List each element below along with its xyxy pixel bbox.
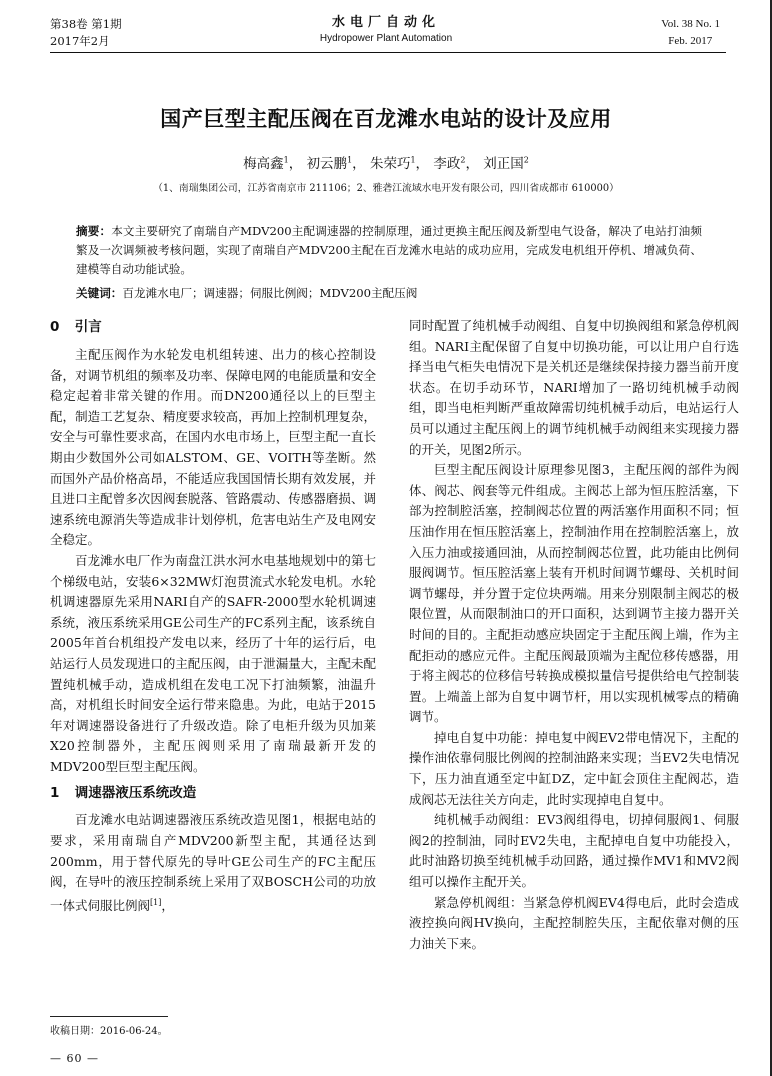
footnote-received-date: 收稿日期：2016-06-24。 [50, 1026, 168, 1037]
section-heading-intro [50, 317, 376, 337]
author-name: 朱荣巧 [369, 156, 411, 172]
author-affiliation-mark: 1 [347, 155, 353, 165]
author-name: 初云鹏 [306, 156, 348, 172]
author-affiliation-mark: 2 [460, 155, 466, 165]
keywords [76, 284, 702, 303]
header-volume-cn: 第38卷 第1期 [50, 17, 122, 31]
author-list: 梅高鑫$^1$， 初云鹏$^1$， 朱荣巧$^1$， 李政$^2$， 刘正国$^2$ [243, 155, 529, 172]
author-affiliation-mark: 1 [283, 155, 289, 165]
paragraph-text: 百龙滩水电站调速器液压系统改造见图1，根据电站的要求，采用南瑞自产MDV200新型主配，其通径达到200mm，用于替代原先的导叶GE公司生产的FC主配压阀，在导叶的液压控制系统上采用了双BOSCH公司的功放一体式伺服比例阀 [50, 812, 376, 913]
abstract-label: 摘要： [76, 224, 112, 238]
header-rule [50, 52, 726, 53]
paper-title: 国产巨型主配压阀在百龙滩水电站的设计及应用 [160, 107, 612, 131]
paragraph: 纯机械手动阀组：EV3阀组得电，切掉伺服阀1、伺服阀2的控制油，同时EV2失电，主配掉电自复中功能投入，此时油路切换至纯机械手动回路，通过操作MV1和MV2阀组可以操作主配开关。 [409, 812, 739, 890]
author-name: 梅高鑫 [243, 156, 284, 172]
section-heading-hydraulic [50, 783, 376, 803]
page-number: — 60 — [50, 1052, 99, 1065]
paragraph [50, 810, 376, 916]
header-right [661, 16, 720, 50]
abstract-text: 本文主要研究了南瑞自产MDV200主配调速器的控制原理，通过更换主配压阀及新型电气设备，解决了电站打油频繁及一次调频被考核问题，实现了南瑞自产MDV200主配在百龙滩水电站的成功应用，完成发电机组开停机、增减负荷、建模等自动功能试验。 [76, 224, 702, 276]
abstract [76, 222, 702, 279]
header-date-en: Feb. 2017 [668, 35, 713, 47]
header-journal [286, 14, 486, 46]
paragraph: 掉电自复中功能：掉电复中阀EV2带电情况下，主配的操作油依靠伺服比例阀的控制油路来实现；当EV2失电情况下，压力油直通至定中缸DZ，定中缸会顶住主配阀芯，造成阀芯无法往关方向走，此时实现掉电自复中。 [409, 729, 739, 807]
keywords-text: 百龙滩水电厂；调速器；伺服比例阀；MDV200主配压阀 [122, 286, 418, 300]
section-number: 0 [50, 319, 60, 335]
journal-name-en: Hydropower Plant Automation [319, 33, 453, 44]
paragraph: 巨型主配压阀设计原理参见图3，主配压阀的部件为阀体、阀芯、阀套等元件组成。主阀芯上部为恒压腔活塞，下部为控制腔活塞，控制阀芯位置的两活塞作用面积不同；恒压油作用在恒压腔活塞上，控制油作用在控制腔活塞上，放入压力油或接通回油，从而控制阀芯位置，此功能由比例伺服阀调节。恒压腔活塞上装有开机时间调节螺母、关机时间调节螺母，并分置于定位块两端。用来分别限制主阀芯的极限位置，从而限制油口的开口面积，达到调节主接力器开关时间的目的。主配拒动感应块固定于主配压阀上端，作为主配拒动的感应元件。主配压阀最顶端为主配位移传感器，用于将主阀芯的位移信号转换成模拟量信号提供给电气控制装置。上端盖上部为自复中调节杆，用以实现机械零点的精确调节。 [409, 462, 739, 725]
paragraph: 主配压阀作为水轮发电机组转速、出力的核心控制设备，对调节机组的频率及功率、保障电网的电能质量和安全稳定起着非常关键的作用。而DN200通径以上的巨型主配，制造工艺复杂、精度要求较高，再加上控制机理复杂，安全与可靠性要求高，在国内水电市场上，巨型主配一直长期由少数国外公司如ALSTOM、GE、VOITH等垄断。然而国外产品价格高昂，不能适应我国国情长期有效发展，并且进口主配曾多次因阀套脱落、管路震动、传感器磨损、调速系统电源消失等造成非计划停机，危害电站生产及电网安全稳定。 [50, 347, 376, 548]
right-column [409, 316, 739, 954]
paragraph: 紧急停机阀组：当紧急停机阀EV4得电后，此时会造成液控换向阀HV换向，主配控制腔失压，主配依靠对侧的压力油关下来。 [409, 894, 739, 951]
section-number: 1 [50, 785, 60, 802]
paragraph-text-end: ， [161, 898, 174, 913]
author-name: 李政 [433, 156, 461, 172]
section-title: 调速器液压系统改造 [74, 785, 197, 802]
journal-name-cn: 水电厂自动化 [331, 15, 440, 30]
header-volume-en: Vol. 38 No. 1 [661, 18, 720, 30]
section-title: 引言 [74, 319, 102, 335]
paragraph: 百龙滩水电厂作为南盘江洪水河水电基地规划中的第七个梯级电站，安装6×32MW灯泡贯流式水轮发电机。水轮机调速器原先采用NARI自产的SAFR-2000型水轮机调速系统，液压系统采用GE公司生产的FC系列主配，该系统自2005年首台机组投产发电以来，经历了十年的运行后，电站运行人员发现进口的主配压阀，由于泄漏量大，主配未配置纯机械手动，造成机组在发电工况下打油频繁，油温升高，对机组长时间安全运行带来隐患。为此，电站于2015年对调速器设备进行了升级改造。除了电柜升级为贝加莱X20控制器外，主配压阀则采用了南瑞最新开发的MDV200型巨型主配压阀。 [50, 552, 376, 774]
left-column [50, 317, 376, 917]
affiliations: （1、南瑞集团公司，江苏省南京市 211106；2、雅砻江流域水电开发有限公司，四川省成都市 610000） [153, 183, 619, 194]
footnote-rule [50, 1016, 168, 1017]
header-left [50, 16, 122, 50]
author-name: 刘正国 [483, 156, 524, 172]
keywords-label: 关键词： [76, 286, 123, 300]
header-date-cn: 2017年2月 [50, 34, 110, 48]
author-affiliation-mark: 1 [410, 155, 416, 165]
author-affiliation-mark: 2 [523, 155, 529, 165]
citation-ref[interactable]: [1] [150, 897, 162, 907]
paragraph: 同时配置了纯机械手动阀组、自复中切换阀组和紧急停机阀组。NARI主配保留了自复中切换功能，可以让用户自行选择当电气柜失电情况下是关机还是继续保持接力器当前开度状态。在切手动环节，NARI增加了一路切纯机械手动阀组，即当电柜判断严重故障需切纯机械手动后，电站运行人员可以通过主配压阀上的调节纯机械手动阀组来实现接力器的开关，见图2所示。 [409, 318, 739, 457]
